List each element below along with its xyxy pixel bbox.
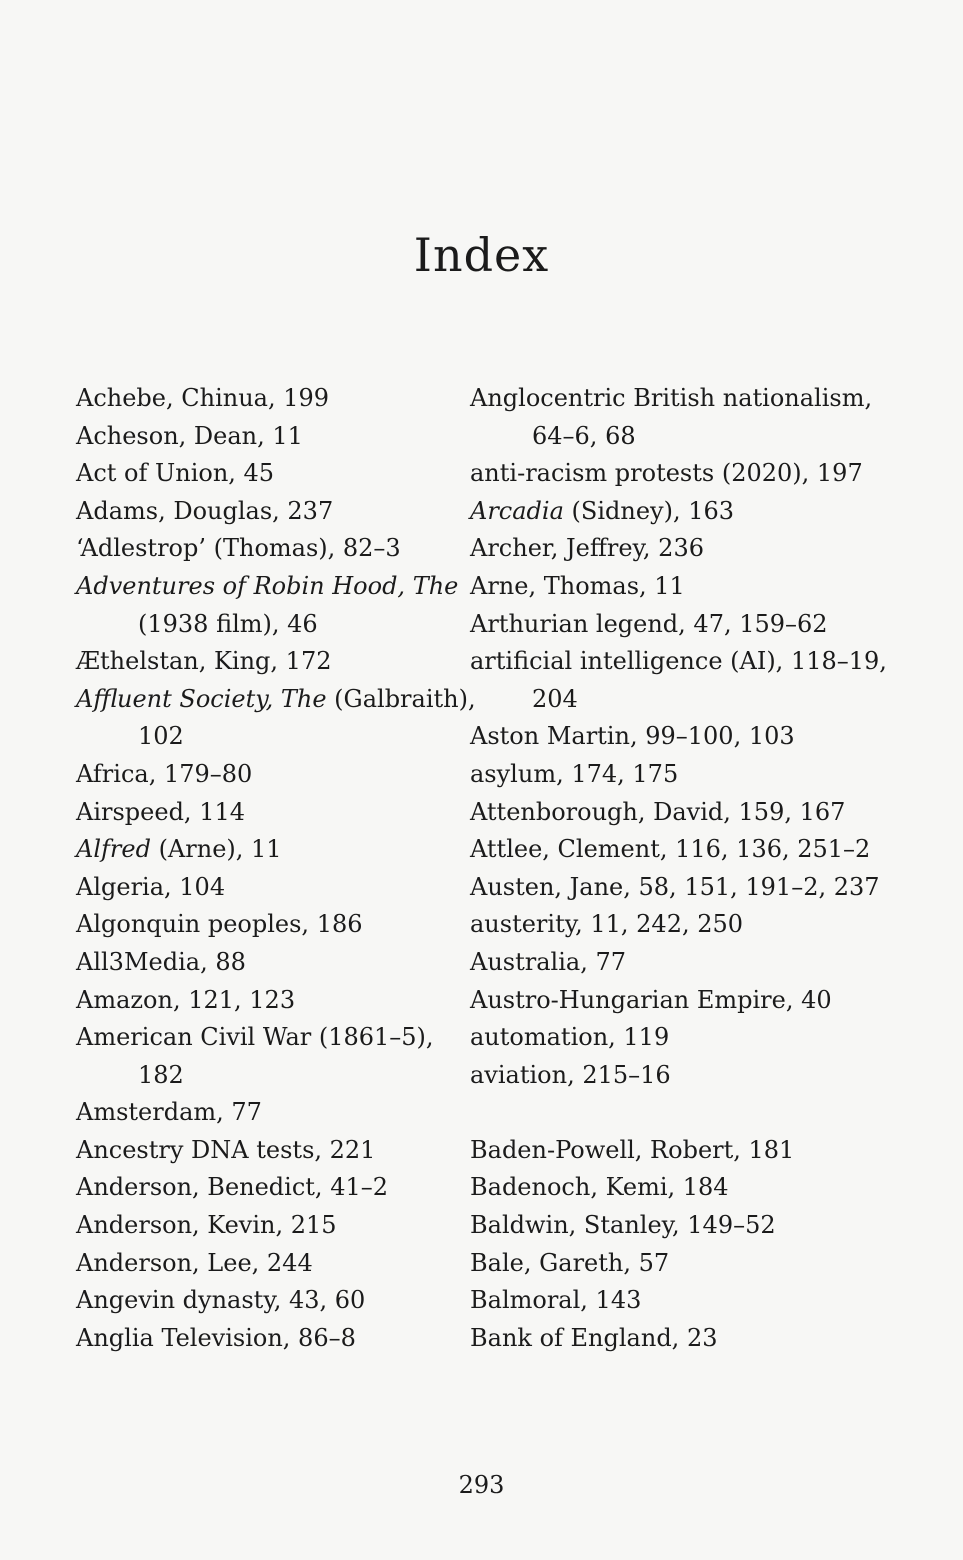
index-column-right bbox=[470, 380, 890, 1357]
index-entry: Bale, Gareth, 57 bbox=[470, 1248, 670, 1277]
index-entry: Austro-Hungarian Empire, 40 bbox=[470, 985, 832, 1014]
index-entry: artificial intelligence (AI), 118–19, 204 bbox=[470, 647, 887, 713]
index-entry: Archer, Jeffrey, 236 bbox=[470, 534, 704, 563]
index-entry: Affluent Society, The (Galbraith), 102 bbox=[76, 684, 476, 751]
index-entry: Arthurian legend, 47, 159–62 bbox=[470, 609, 828, 638]
letter-group-divider bbox=[470, 1094, 890, 1132]
index-entry: Algonquin peoples, 186 bbox=[76, 910, 363, 939]
index-entry: Acheson, Dean, 11 bbox=[76, 421, 303, 450]
index-entry: Austen, Jane, 58, 151, 191–2, 237 bbox=[470, 872, 880, 901]
index-entry: Act of Union, 45 bbox=[76, 459, 275, 488]
index-entry: Amsterdam, 77 bbox=[76, 1098, 262, 1127]
index-entry: Adams, Douglas, 237 bbox=[76, 496, 334, 525]
index-entry: Anglocentric British nationalism, 64–6, 68 bbox=[470, 384, 873, 450]
index-entry: Achebe, Chinua, 199 bbox=[76, 384, 330, 412]
index-entry: Balmoral, 143 bbox=[470, 1286, 642, 1315]
index-entry: anti-racism protests (2020), 197 bbox=[470, 459, 863, 488]
page-title: Index bbox=[413, 227, 550, 282]
index-entry: Angevin dynasty, 43, 60 bbox=[76, 1286, 366, 1315]
index-entry: Anglia Television, 86–8 bbox=[76, 1323, 356, 1352]
index-entry: austerity, 11, 242, 250 bbox=[470, 910, 744, 939]
index-entry: Adventures of Robin Hood, The (1938 film), 46 bbox=[76, 571, 459, 638]
index-entry: Anderson, Kevin, 215 bbox=[76, 1211, 337, 1240]
index-entry: All3Media, 88 bbox=[76, 947, 246, 976]
index-entry: ‘Adlestrop’ (Thomas), 82–3 bbox=[76, 534, 401, 563]
index-entry: Anderson, Benedict, 41–2 bbox=[76, 1173, 388, 1202]
index-entry: Badenoch, Kemi, 184 bbox=[470, 1173, 729, 1202]
index-column-left bbox=[76, 380, 476, 1357]
index-entry: Æthelstan, King, 172 bbox=[76, 647, 332, 676]
index-entry: aviation, 215–16 bbox=[470, 1060, 671, 1089]
index-entry: Airspeed, 114 bbox=[76, 797, 245, 826]
index-entry: Attlee, Clement, 116, 136, 251–2 bbox=[470, 835, 871, 864]
index-entry: Arcadia (Sidney), 163 bbox=[470, 496, 735, 525]
index-entry: Africa, 179–80 bbox=[76, 759, 253, 788]
index-entry: Alfred (Arne), 11 bbox=[76, 835, 282, 864]
index-entry: Attenborough, David, 159, 167 bbox=[470, 797, 846, 826]
index-entry: asylum, 174, 175 bbox=[470, 759, 679, 788]
index-entry: Ancestry DNA tests, 221 bbox=[76, 1135, 376, 1164]
index-entry: Australia, 77 bbox=[470, 947, 626, 976]
index-entry: Algeria, 104 bbox=[76, 872, 226, 901]
index-entry: Arne, Thomas, 11 bbox=[470, 571, 685, 600]
page-number: 293 bbox=[458, 1471, 505, 1499]
index-entry: American Civil War (1861–5), 182 bbox=[76, 1023, 434, 1089]
index-entry: automation, 119 bbox=[470, 1023, 670, 1052]
index-entry: Baldwin, Stanley, 149–52 bbox=[470, 1211, 776, 1240]
index-entry: Aston Martin, 99–100, 103 bbox=[470, 722, 795, 751]
index-entry: Baden-Powell, Robert, 181 bbox=[470, 1135, 795, 1164]
index-entry: Bank of England, 23 bbox=[470, 1323, 718, 1352]
index-entry: Anderson, Lee, 244 bbox=[76, 1248, 313, 1277]
index-entry: Amazon, 121, 123 bbox=[76, 985, 296, 1014]
